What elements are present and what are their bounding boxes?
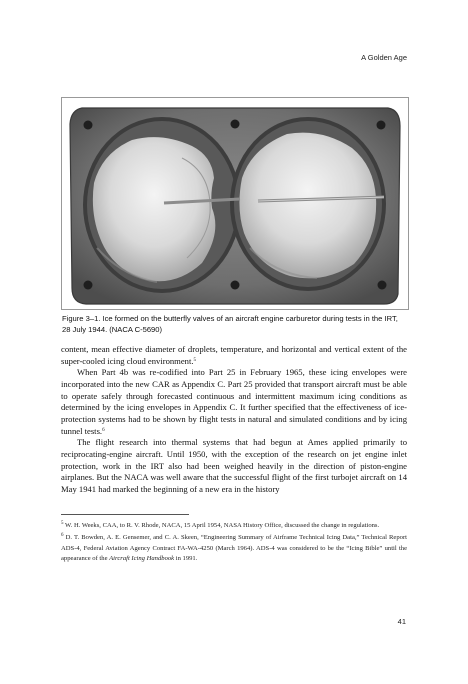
body-text <box>61 344 407 496</box>
page-number: 41 <box>397 617 406 626</box>
paragraph-2: When Part 4b was re-codified into Part 25 in February 1965, these icing envelopes were incorporated into the new CAR as Appendix C. Part 25 provided that transport aircraft must be able to operate safely through forecasted continuous and intermittent maximum icing conditions as determined by the icing envelopes in Appendix C. It further specified that the effectiveness of ice-protection systems had to be shown by flight tests in natural and simulated conditions and by icing tunnel tests.$^6$ <box>61 367 407 436</box>
figure-caption: Figure 3–1. Ice formed on the butterfly valves of an aircraft engine carburetor during tests in the IRT, 28 July 1944. (NACA C-5690) <box>62 314 398 334</box>
footnote-6: $^6$ D. T. Bowden, A. E. Gensemer, and C. A. Skeen, “Engineering Summary of Airframe Technical Icing Data,” Technical Report ADS-4, Federal Aviation Agency Contract FA-WA-4250 (March 1964). ADS-4 was considered to be the “Icing Bible” until the appearance of the Aircraft Icing Handbook in 1991. <box>61 533 407 563</box>
paragraph-3: The flight research into thermal systems that had begun at Ames applied primarily to reciprocating-engine aircraft. Until 1950, with the exception of the research on jet engine inlet protection, work in the IRT also had been weighed heavily in the direction of piston-engine airplanes. But the NACA was well aware that the successful flight of the first turbojet aircraft on 14 May 1941 had marked the beginning of a new era in the history <box>61 437 407 494</box>
footnotes <box>61 521 407 567</box>
footnote-5: $^5$ W. H. Weeks, CAA, to R. V. Rhode, NACA, 15 April 1954, NASA History Office, discussed the change in regulations. <box>61 521 380 529</box>
handbook-title: Aircraft Icing Handbook <box>109 555 175 563</box>
footnote-divider <box>61 514 189 515</box>
carburetor-photo <box>62 98 408 309</box>
running-head: A Golden Age <box>361 53 407 62</box>
footnote-ref-5[interactable]: 5 <box>193 357 197 363</box>
figure-photo <box>61 97 409 310</box>
footnote-ref-6[interactable]: 6 <box>102 427 105 433</box>
paragraph-1: content, mean effective diameter of droplets, temperature, and horizontal and vertical extent of the super-cooled icing cloud environment.$^5$ <box>61 344 407 366</box>
